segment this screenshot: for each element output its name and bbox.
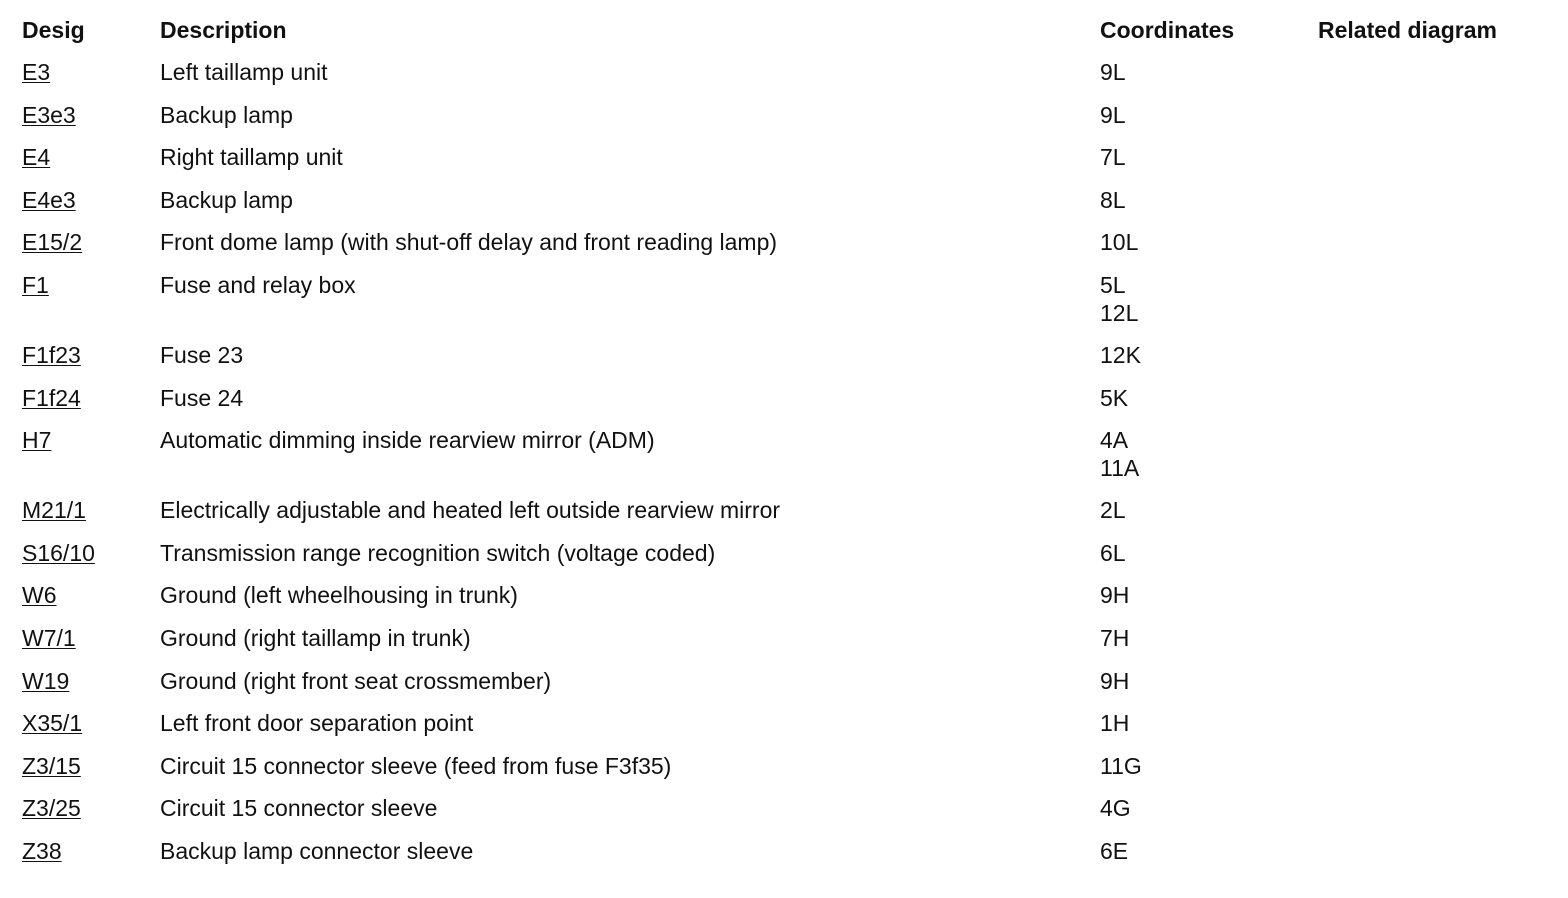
coordinate-value: 9H	[1100, 582, 1130, 609]
coordinates-cell	[1100, 624, 1129, 652]
header-description: Description	[160, 17, 287, 43]
coordinates-cell	[1100, 271, 1138, 327]
coordinate-value: 11A	[1100, 455, 1140, 482]
desig-link[interactable]: E4e3	[22, 186, 76, 213]
coordinates-cell	[1100, 496, 1126, 524]
desig-cell	[22, 271, 49, 299]
coordinate-value: 1H	[1100, 710, 1130, 737]
desig-link[interactable]: M21/1	[22, 497, 86, 524]
description-cell: Backup lamp	[160, 101, 293, 128]
desig-link[interactable]: W19	[22, 667, 70, 694]
table-row	[22, 384, 1552, 427]
header-desig: Desig	[22, 17, 85, 43]
coordinate-value: 7L	[1100, 144, 1126, 171]
table-row	[22, 667, 1552, 710]
description-cell: Ground (left wheelhousing in trunk)	[160, 582, 518, 609]
description-cell: Backup lamp	[160, 186, 293, 213]
coordinates-cell	[1100, 837, 1128, 865]
coordinate-value: 4G	[1100, 795, 1131, 822]
coordinate-value: 9L	[1100, 101, 1126, 128]
desig-cell	[22, 143, 50, 171]
description-cell: Circuit 15 connector sleeve	[160, 795, 438, 822]
desig-cell	[22, 709, 82, 737]
table-row	[22, 228, 1552, 271]
coordinate-value: 6L	[1100, 539, 1126, 566]
desig-cell	[22, 794, 81, 822]
table-row	[22, 58, 1552, 101]
desig-link[interactable]: W7/1	[22, 624, 76, 651]
desig-link[interactable]: H7	[22, 427, 52, 454]
table-row	[22, 837, 1552, 880]
desig-link[interactable]: F1	[22, 271, 49, 298]
desig-link[interactable]: E4	[22, 144, 51, 171]
desig-link[interactable]: F1f24	[22, 384, 81, 411]
desig-link[interactable]: Z3/25	[22, 795, 81, 822]
coordinates-cell	[1100, 228, 1138, 256]
desig-cell	[22, 341, 81, 369]
table-row	[22, 426, 1552, 496]
desig-link[interactable]: E15/2	[22, 229, 83, 256]
description-cell: Transmission range recognition switch (voltage coded)	[160, 539, 716, 566]
table-row	[22, 271, 1552, 341]
desig-cell	[22, 581, 57, 609]
description-cell: Fuse and relay box	[160, 271, 356, 298]
description-cell: Ground (right taillamp in trunk)	[160, 624, 471, 651]
coordinates-cell	[1100, 667, 1129, 695]
description-cell: Electrically adjustable and heated left outside rearview mirror	[160, 497, 781, 524]
coordinate-value: 12L	[1100, 299, 1139, 326]
description-cell: Right taillamp unit	[160, 144, 343, 171]
desig-link[interactable]: E3e3	[22, 101, 76, 128]
coordinates-cell	[1100, 581, 1129, 609]
coordinate-value: 11G	[1100, 752, 1142, 779]
coordinates-cell	[1100, 341, 1141, 369]
coordinate-value: 5K	[1100, 384, 1129, 411]
desig-cell	[22, 186, 76, 214]
coordinate-value: 2L	[1100, 497, 1126, 524]
desig-cell	[22, 752, 81, 780]
desig-link[interactable]: F1f23	[22, 341, 81, 368]
table-row	[22, 341, 1552, 384]
description-cell: Backup lamp connector sleeve	[160, 837, 474, 864]
coordinates-cell	[1100, 384, 1128, 412]
desig-cell	[22, 624, 76, 652]
coordinates-cell	[1100, 101, 1126, 129]
coordinate-value: 8L	[1100, 186, 1126, 213]
table-row	[22, 496, 1552, 539]
coordinates-cell	[1100, 794, 1131, 822]
coordinate-value: 10L	[1100, 229, 1139, 256]
table-body	[22, 58, 1552, 880]
table-row	[22, 101, 1552, 144]
desig-link[interactable]: W6	[22, 582, 57, 609]
table-row	[22, 186, 1552, 229]
desig-cell	[22, 426, 51, 454]
desig-link[interactable]: E3	[22, 59, 51, 85]
coordinates-cell	[1100, 58, 1126, 86]
coordinates-cell	[1100, 143, 1126, 171]
coordinate-value: 9H	[1100, 667, 1130, 694]
header-related-diagram: Related diagram	[1318, 17, 1497, 43]
description-cell: Automatic dimming inside rearview mirror (ADM)	[160, 427, 655, 454]
table-header-row	[22, 16, 1552, 58]
desig-link[interactable]: Z3/15	[22, 752, 81, 779]
component-table	[22, 16, 1552, 880]
coordinate-value: 4A	[1100, 427, 1129, 454]
desig-cell	[22, 101, 76, 129]
coordinates-cell	[1100, 709, 1129, 737]
desig-cell	[22, 837, 62, 865]
coordinates-cell	[1100, 426, 1139, 482]
coordinate-value: 6E	[1100, 837, 1129, 864]
description-cell: Fuse 23	[160, 341, 244, 368]
description-cell: Fuse 24	[160, 384, 244, 411]
header-coordinates: Coordinates	[1100, 17, 1235, 43]
desig-cell	[22, 58, 50, 86]
table-row	[22, 752, 1552, 795]
table-row	[22, 581, 1552, 624]
coordinates-cell	[1100, 539, 1126, 567]
desig-cell	[22, 384, 81, 412]
description-cell: Left taillamp unit	[160, 59, 328, 85]
desig-cell	[22, 496, 86, 524]
description-cell: Ground (right front seat crossmember)	[160, 667, 552, 694]
coordinate-value: 5L	[1100, 271, 1126, 298]
coordinates-cell	[1100, 752, 1142, 780]
table-row	[22, 624, 1552, 667]
desig-link[interactable]: S16/10	[22, 539, 95, 566]
description-cell: Front dome lamp (with shut-off delay and front reading lamp)	[160, 229, 778, 256]
coordinate-value: 12K	[1100, 341, 1141, 368]
coordinate-value: 9L	[1100, 59, 1126, 85]
table-row	[22, 794, 1552, 837]
desig-cell	[22, 667, 69, 695]
table-row	[22, 539, 1552, 582]
description-cell: Left front door separation point	[160, 710, 474, 737]
desig-cell	[22, 228, 82, 256]
coordinates-cell	[1100, 186, 1126, 214]
desig-link[interactable]: X35/1	[22, 710, 83, 737]
table-row	[22, 143, 1552, 186]
description-cell: Circuit 15 connector sleeve (feed from fuse F3f35)	[160, 752, 672, 779]
coordinate-value: 7H	[1100, 624, 1130, 651]
desig-cell	[22, 539, 95, 567]
table-row	[22, 709, 1552, 752]
desig-link[interactable]: Z38	[22, 837, 62, 864]
